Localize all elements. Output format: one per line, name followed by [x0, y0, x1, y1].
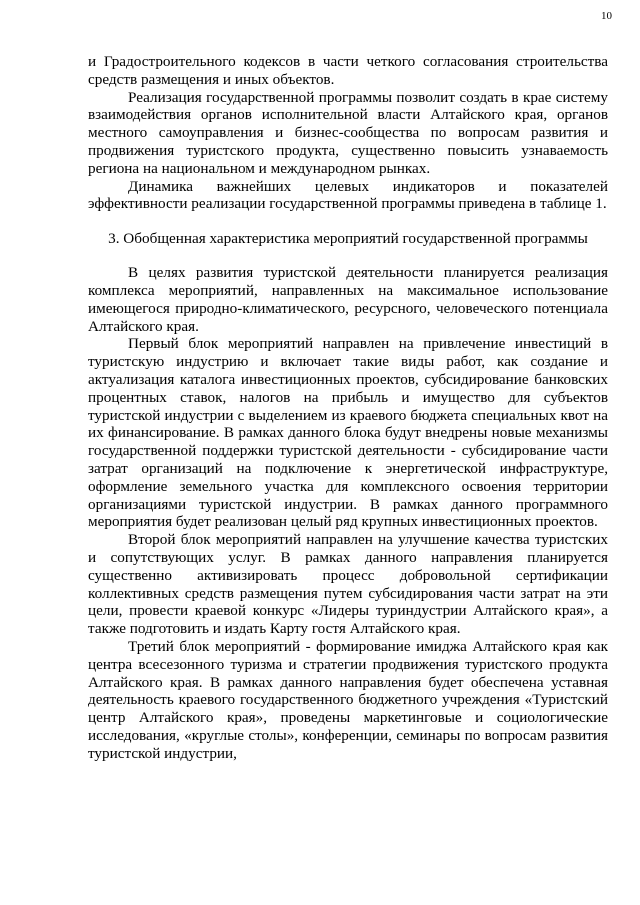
section-heading: 3. Обобщенная характеристика мероприятий государственной программы	[108, 230, 588, 248]
paragraph: Второй блок мероприятий направлен на улучшение качества туристских и сопутствующих услуг. В рамках данного направления планируется существенно активизировать процесс добровольной сертификации коллективных средств размещения путем субсидирования части затрат на эти цели, провести краевой конкурс «Лидеры туриндустрии Алтайского края», а также подготовить и издать Карту гостя Алтайского края.	[88, 531, 608, 638]
paragraph: В целях развития туристской деятельности планируется реализация комплекса мероприятий, направленных на максимальное использование имеющегося природно-климатического, ресурсного, человеческого потенциала Алтайского края.	[88, 264, 608, 335]
paragraph-continuation: и Градостроительного кодексов в части четкого согласования строительства средств размещения и иных объектов.	[88, 53, 608, 88]
paragraph: Динамика важнейших целевых индикаторов и показателей эффективности реализации государственной программы приведена в таблице 1.	[88, 177, 608, 213]
page-number: 10	[601, 10, 612, 22]
page-content	[88, 53, 608, 762]
paragraph: Реализация государственной программы позволит создать в крае систему взаимодействия органов исполнительной власти Алтайского края, органов местного самоуправления и бизнес-сообщества по вопросам развития и продвижения туристского продукта, существенно повысить узнаваемость региона на национальном и международном рынках.	[88, 88, 608, 177]
paragraph: Третий блок мероприятий - формирование имиджа Алтайского края как центра всесезонного туризма и стратегии продвижения туристского продукта Алтайского края. В рамках данного направления будет обеспечена уставная деятельность краевого государственного бюджетного учреждения «Туристский центр Алтайского края», проведены маркетинговые и социологические исследования, «круглые столы», конференции, семинары по вопросам развития туристской индустрии,	[88, 637, 608, 762]
paragraph: Первый блок мероприятий направлен на привлечение инвестиций в туристскую индустрию и включает такие виды работ, как создание и актуализация каталога инвестиционных проектов, субсидирование банковских процентных ставок, налогов на прибыль и имущество для субъектов туристской индустрии с выделением из краевого бюджета специальных квот на их финансирование. В рамках данного блока будут внедрены новые механизмы государственной поддержки туристской деятельности - субсидирование части затрат организаций на подключение к энергетической инфраструктуре, оформление земельного участка для комплексного освоения территории организациями туристской индустрии. В рамках данного программного мероприятия будет реализован целый ряд крупных инвестиционных проектов.	[88, 335, 608, 531]
